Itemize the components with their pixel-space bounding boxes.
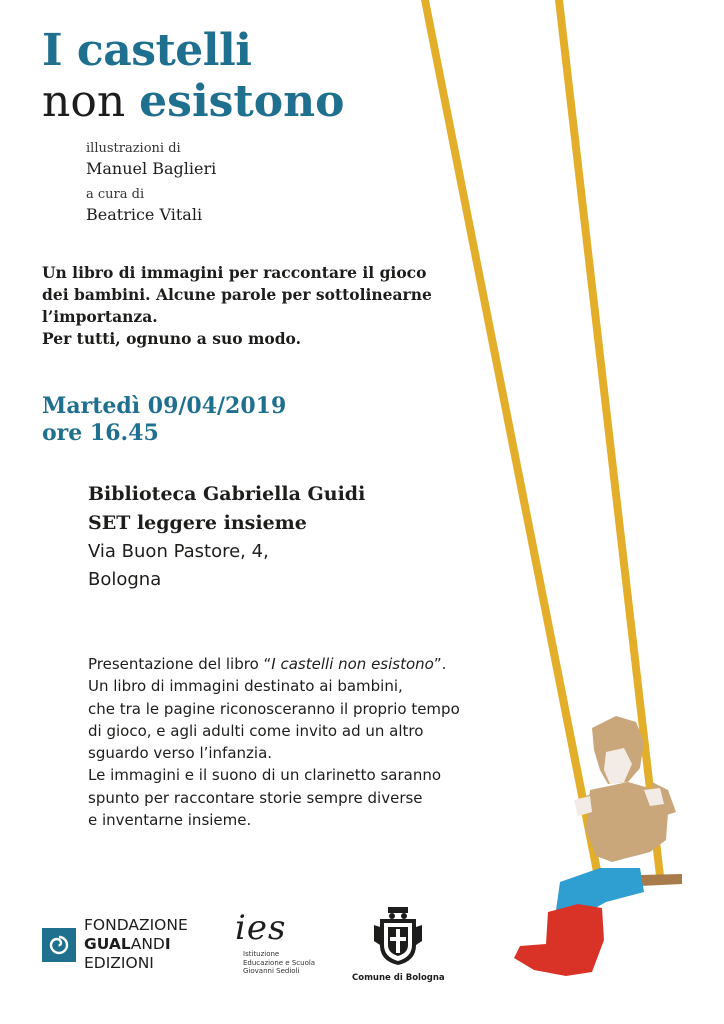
ies-sub-line: Educazione e Scuola xyxy=(243,958,316,967)
illustrations-label: illustrazioni di xyxy=(86,141,181,156)
description-suffix: ”. xyxy=(433,655,447,673)
intro-text xyxy=(42,262,462,350)
description-line: Un libro di immagini destinato ai bambini, xyxy=(88,677,403,696)
ies-sub-line: Istituzione xyxy=(243,950,280,958)
intro-line: l’importanza. xyxy=(42,307,158,326)
description-line: e inventarne insieme. xyxy=(88,811,252,830)
ies-subtitle xyxy=(243,950,315,976)
event-date: Martedì 09/04/2019 xyxy=(42,393,287,419)
title-line-2 xyxy=(42,78,344,126)
venue-address: Via Buon Pastore, 4, xyxy=(88,541,269,562)
venue xyxy=(88,480,365,594)
description-line: di gioco, e agli adulti come invito ad un altro xyxy=(88,721,424,740)
name-part: GUAL xyxy=(84,935,131,953)
venue-city: Bologna xyxy=(88,569,162,590)
coat-of-arms-icon xyxy=(374,905,422,967)
ies-sub-line: Giovanni Sedioli xyxy=(243,967,300,975)
description-line: che tra le pagine riconosceranno il proprio tempo xyxy=(88,699,460,718)
description-line xyxy=(88,653,508,675)
description-line: sguardo verso l’infanzia. xyxy=(88,744,273,763)
intro-line: Un libro di immagini per raccontare il gioco xyxy=(42,263,427,282)
venue-subname: SET leggere insieme xyxy=(88,512,307,534)
editor-label: a cura di xyxy=(86,187,145,202)
venue-name: Biblioteca Gabriella Guidi xyxy=(88,483,366,505)
description-line: spunto per raccontare storie sempre diverse xyxy=(88,788,423,807)
name-part: AND xyxy=(130,935,165,953)
fondazione-line: FONDAZIONE xyxy=(84,916,188,934)
description-prefix: Presentazione del libro “ xyxy=(88,655,272,673)
illustrator-name: Manuel Baglieri xyxy=(86,159,217,178)
fondazione-gualandi-logo xyxy=(42,916,188,973)
description-line: Le immagini e il suono di un clarinetto saranno xyxy=(88,766,442,785)
fondazione-text xyxy=(84,916,188,973)
book-title-italic: I castelli non esistono xyxy=(271,655,434,673)
child-figure xyxy=(514,716,682,976)
ies-mark: ies xyxy=(235,908,287,948)
comune-label: Comune di Bologna xyxy=(352,973,445,983)
intro-line: Per tutti, ognuno a suo modo. xyxy=(42,329,302,348)
title-bold-word: esistono xyxy=(139,76,345,127)
fondazione-spiral-icon xyxy=(42,928,76,962)
title-regular-word: non xyxy=(42,76,126,127)
description xyxy=(88,653,508,831)
edizioni-line: EDIZIONI xyxy=(84,954,154,972)
editor-name: Beatrice Vitali xyxy=(86,205,203,224)
fondazione-name xyxy=(84,935,188,954)
credits xyxy=(86,140,216,232)
ies-logo xyxy=(235,910,315,976)
comune-di-bologna-logo xyxy=(352,905,445,983)
event-time: ore 16.45 xyxy=(42,420,159,446)
title-line-1: I castelli xyxy=(42,25,252,76)
name-part: I xyxy=(164,935,171,953)
intro-line: dei bambini. Alcune parole per sottolinearne xyxy=(42,285,432,304)
event-datetime xyxy=(42,393,286,447)
